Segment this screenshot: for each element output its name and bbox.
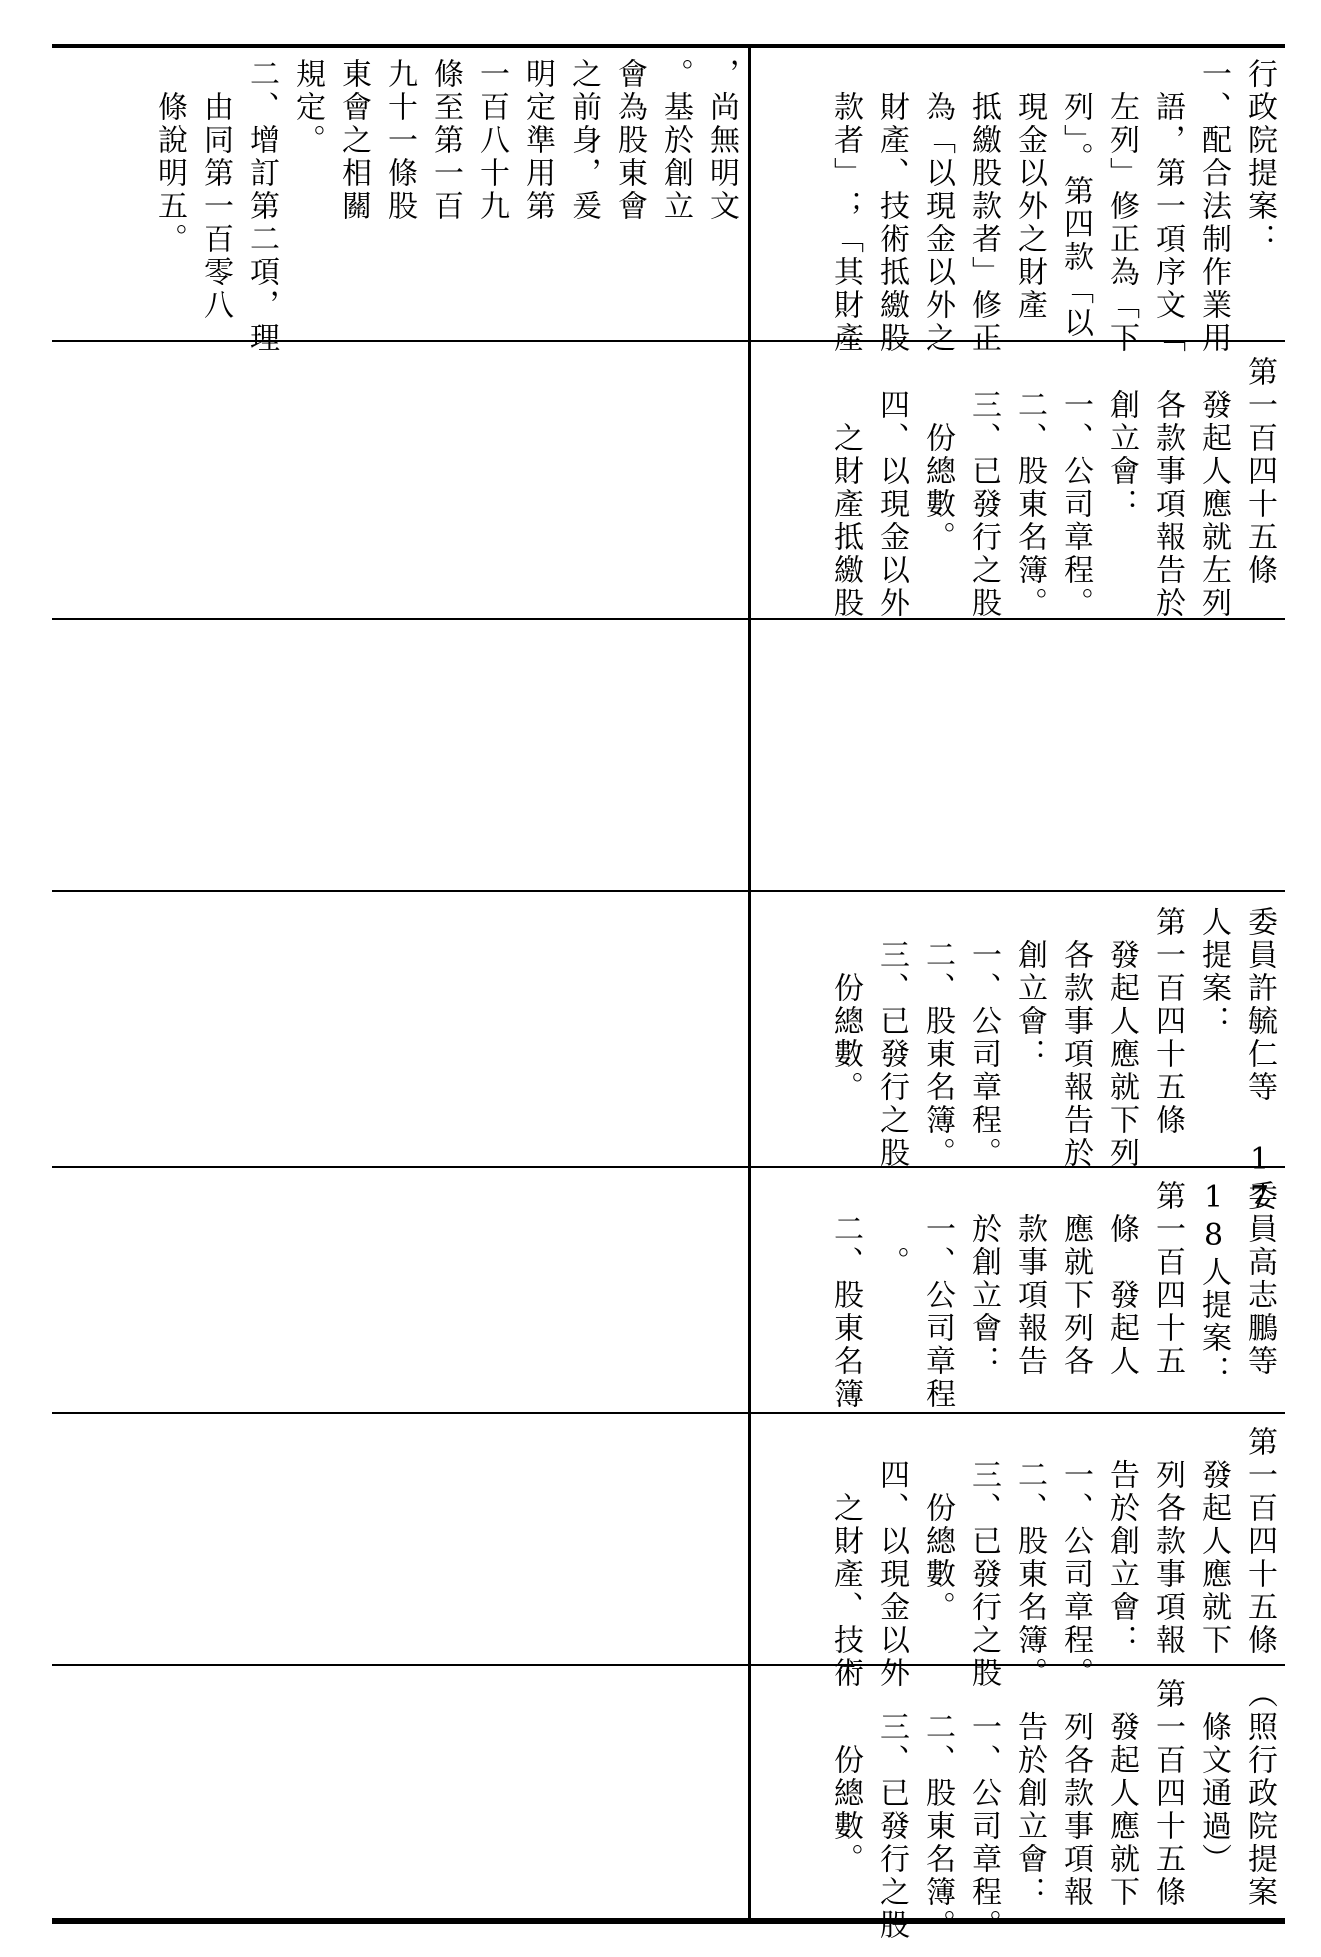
text-column: 第一百四十五條 bbox=[1242, 356, 1277, 587]
text-column: 一、公司章程 bbox=[920, 1180, 955, 1411]
text-column: 告於創立會： bbox=[1104, 1426, 1139, 1657]
text-column: 明定準用第 bbox=[520, 58, 555, 223]
text-column: 二、股東名簿 bbox=[828, 1180, 863, 1411]
text-column: 列各款事項報 bbox=[1058, 1678, 1093, 1909]
text-column: 行政院提案： bbox=[1242, 58, 1277, 256]
text-column: 九十一條股 bbox=[382, 58, 417, 223]
text-column: 發起人應就下列 bbox=[1104, 906, 1139, 1170]
cell-row4-right bbox=[760, 1180, 1282, 1410]
row-separator bbox=[52, 1412, 1285, 1414]
text-column: 人提案： bbox=[1196, 906, 1231, 1038]
text-column: 二、增訂第二項，理 bbox=[244, 58, 279, 355]
text-column: 第一百四十五條 bbox=[1150, 1678, 1185, 1909]
text-column: 份總數。 bbox=[828, 1678, 863, 1876]
text-column: 規定。 bbox=[290, 58, 325, 157]
text-column: 。 bbox=[874, 1180, 909, 1279]
text-column: 抵繳股款者」修正 bbox=[966, 58, 1001, 355]
text-column: 會為股東會 bbox=[612, 58, 647, 223]
text-column: 款事項報告 bbox=[1012, 1180, 1047, 1378]
text-column: 為「以現金以外之 bbox=[920, 58, 955, 355]
text-column: 條說明五。 bbox=[152, 58, 187, 256]
text-column: 發起人應就下 bbox=[1196, 1426, 1231, 1657]
cell-row3-right bbox=[760, 906, 1282, 1218]
text-column: 列」。第四款「以 bbox=[1058, 58, 1093, 340]
text-column: 一、公司章程。 bbox=[1058, 1426, 1093, 1690]
text-column: 之前身，爰 bbox=[566, 58, 601, 223]
text-column: 份總數。 bbox=[920, 1426, 955, 1624]
text-column: 發起人應就下 bbox=[1104, 1678, 1139, 1909]
cell-row1-right bbox=[760, 356, 1282, 620]
text-column: 條 發起人 bbox=[1104, 1180, 1139, 1378]
row-separator bbox=[52, 618, 1285, 620]
text-column: 條文通過） bbox=[1196, 1678, 1231, 1876]
text-column: 一、公司章程。 bbox=[1058, 356, 1093, 620]
text-column: 二、股東名簿。 bbox=[1012, 356, 1047, 620]
cell-row6-right bbox=[760, 1678, 1282, 1942]
text-column: 款者」；「其財產 bbox=[828, 58, 863, 355]
text-column: 份總數。 bbox=[920, 356, 955, 554]
text-column: 三、已發行之股 bbox=[874, 1678, 909, 1942]
text-column: 三、已發行之股 bbox=[966, 1426, 1001, 1690]
text-column: 第一百四十五條 bbox=[1242, 1426, 1277, 1657]
text-column: 語，第一項序文「 bbox=[1150, 58, 1185, 355]
row-separator bbox=[52, 890, 1285, 892]
text-column: 創立會： bbox=[1104, 356, 1139, 521]
text-column: 發起人應就左列 bbox=[1196, 356, 1231, 620]
cell-row5-right bbox=[760, 1426, 1282, 1690]
text-column: 一、配合法制作業用 bbox=[1196, 58, 1231, 355]
column-divider bbox=[748, 44, 751, 1924]
text-column: 三、已發行之股 bbox=[966, 356, 1001, 620]
text-column: 應就下列各 bbox=[1058, 1180, 1093, 1378]
text-column: （照行政院提案 bbox=[1242, 1678, 1277, 1909]
cell-row0-left bbox=[60, 58, 744, 355]
text-column: 18人提案： bbox=[1196, 1180, 1231, 1388]
text-column: 四、以現金以外 bbox=[874, 1426, 909, 1690]
text-column: 第一百四十五條 bbox=[1150, 906, 1185, 1137]
text-column: 一、公司章程。 bbox=[966, 1678, 1001, 1942]
text-column: 二、股東名簿。 bbox=[1012, 1426, 1047, 1690]
text-column: 二、股東名簿。 bbox=[920, 906, 955, 1170]
text-column: 於創立會： bbox=[966, 1180, 1001, 1378]
text-column: 各款事項報告於 bbox=[1150, 356, 1185, 620]
text-column: 三、已發行之股 bbox=[874, 906, 909, 1170]
text-column: 創立會： bbox=[1012, 906, 1047, 1071]
text-column: 一、公司章程。 bbox=[966, 906, 1001, 1170]
table-bottom-rule bbox=[52, 1918, 1285, 1924]
text-column: 。基於創立 bbox=[658, 58, 693, 223]
text-column: 現金以外之財產 bbox=[1012, 58, 1047, 322]
text-column: 列各款事項報 bbox=[1150, 1426, 1185, 1657]
text-column: 份總數。 bbox=[828, 906, 863, 1104]
text-column: 一百八十九 bbox=[474, 58, 509, 223]
text-column: 由同第一百零八 bbox=[198, 58, 233, 322]
text-column: 二、股東名簿。 bbox=[920, 1678, 955, 1942]
text-column: 之財產抵繳股 bbox=[828, 356, 863, 620]
text-column: 委員高志鵬等 bbox=[1242, 1180, 1277, 1378]
text-column: 之財產、技術 bbox=[828, 1426, 863, 1690]
text-column: 條至第一百 bbox=[428, 58, 463, 223]
cell-row0-right bbox=[760, 58, 1282, 355]
text-column: 財產、技術抵繳股 bbox=[874, 58, 909, 355]
row-separator bbox=[52, 1664, 1285, 1666]
text-column: 告於創立會： bbox=[1012, 1678, 1047, 1909]
text-column: 左列」修正為「下 bbox=[1104, 58, 1139, 355]
text-column: 四、以現金以外 bbox=[874, 356, 909, 620]
text-column: 委員許毓仁等 17 bbox=[1242, 906, 1277, 1218]
text-column: 東會之相關 bbox=[336, 58, 371, 223]
table-top-rule bbox=[52, 44, 1285, 48]
text-column: 第一百四十五 bbox=[1150, 1180, 1185, 1378]
text-column: ，尚無明文 bbox=[704, 58, 739, 223]
text-column: 各款事項報告於 bbox=[1058, 906, 1093, 1170]
